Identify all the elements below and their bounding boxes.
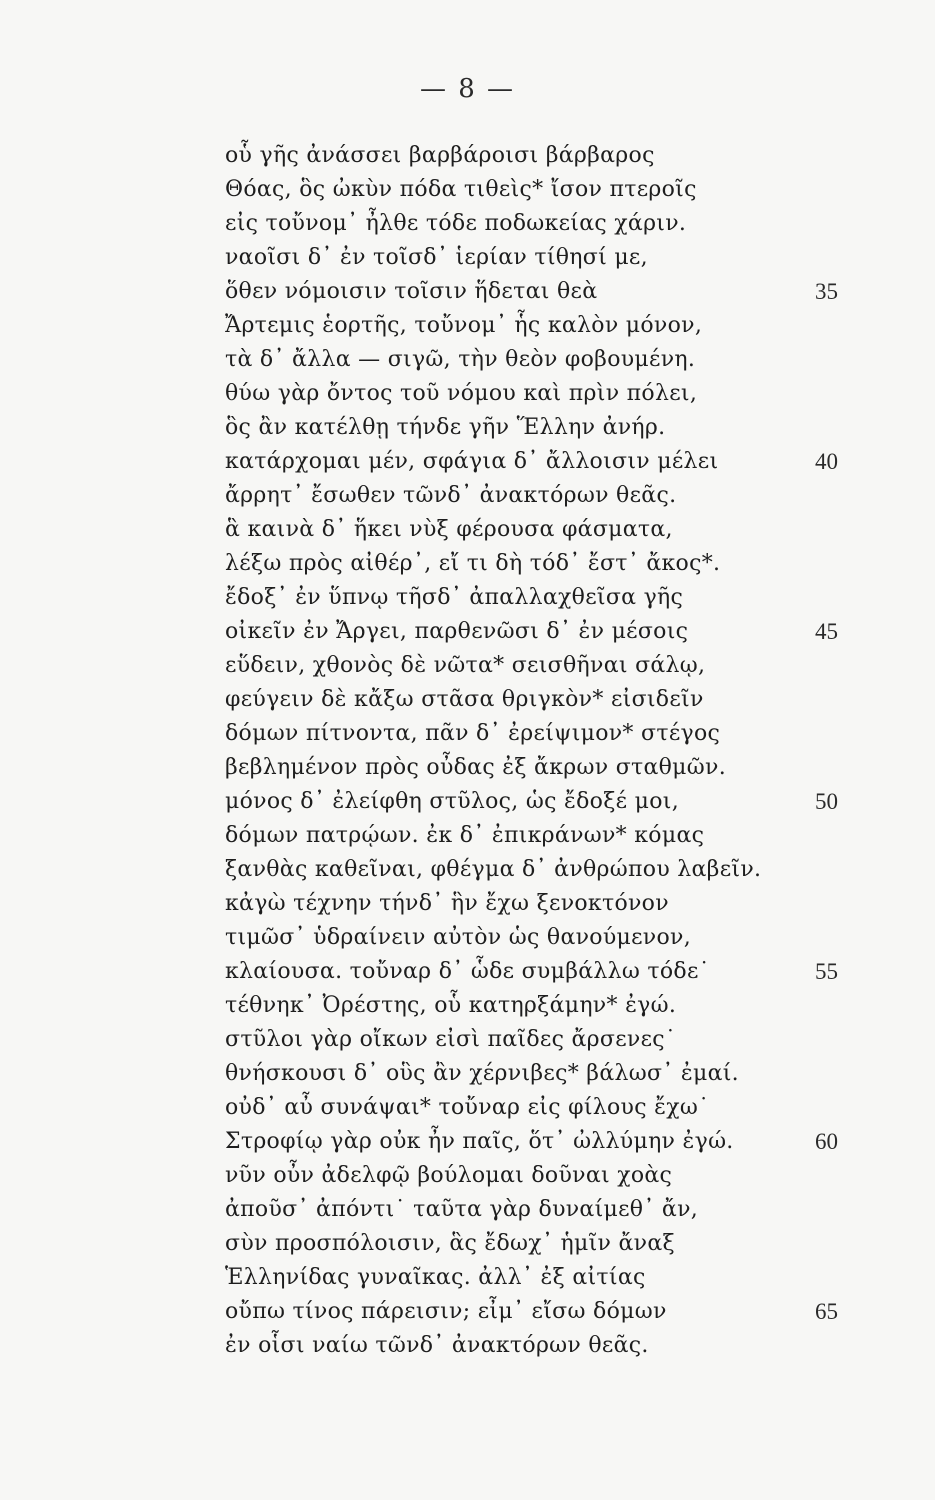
- verse-line: φεύγειν δὲ κἄξω στᾶσα θριγκὸν* εἰσιδεῖν: [225, 687, 704, 712]
- verse-line: Ἄρτεμις ἑορτῆς, τοὔνομ᾽ ἧς καλὸν μόνον,: [225, 313, 703, 338]
- verse-line: ἔδοξ᾽ ἐν ὕπνῳ τῆσδ᾽ ἀπαλλαχθεῖσα γῆς: [225, 585, 684, 610]
- line-number: 50: [815, 789, 838, 814]
- verse-line: κλαίουσα. τοὔναρ δ᾽ ὧδε συμβάλλω τόδε˙: [225, 959, 710, 984]
- verse-line: δόμων πίτνοντα, πᾶν δ᾽ ἐρείψιμον* στέγος: [225, 721, 721, 746]
- verse-line: θύω γὰρ ὄντος τοῦ νόμου καὶ πρὶν πόλει,: [225, 381, 698, 406]
- line-number: 35: [815, 279, 838, 304]
- verse-line: κατάρχομαι μέν, σφάγια δ᾽ ἄλλοισιν μέλει: [225, 449, 719, 474]
- verse-line: εὕδειν, χθονὸς δὲ νῶτα* σεισθῆναι σάλῳ,: [225, 653, 706, 678]
- verse-line: βεβλημένον πρὸς οὖδας ἐξ ἄκρων σταθμῶν.: [225, 755, 726, 780]
- verse-line: Στροφίῳ γὰρ οὐκ ἦν παῖς, ὅτ᾽ ὠλλύμην ἐγώ.: [225, 1129, 734, 1154]
- verse-line: ἀποῦσ᾽ ἀπόντι˙ ταῦτα γὰρ δυναίμεθ᾽ ἄν,: [225, 1197, 699, 1222]
- verse-line: σὺν προσπόλοισιν, ἃς ἔδωχ᾽ ἡμῖν ἄναξ: [225, 1231, 675, 1256]
- verse-line: Ἑλληνίδας γυναῖκας. ἀλλ᾽ ἐξ αἰτίας: [225, 1265, 646, 1290]
- line-number: 45: [815, 619, 838, 644]
- verse-line: Θόας, ὃς ὠκὺν πόδα τιθεὶς* ἴσον πτεροῖς: [225, 177, 697, 202]
- verse-line: τιμῶσ᾽ ὑδραίνειν αὐτὸν ὡς θανούμενον,: [225, 925, 691, 950]
- verse-block: [225, 139, 785, 1363]
- verse-line: τέθνηκ᾽ Ὀρέστης, οὗ κατηρξάμην* ἐγώ.: [225, 993, 677, 1018]
- verse-line: τὰ δ᾽ ἄλλα — σιγῶ, τὴν θεὸν φοβουμένη.: [225, 347, 696, 372]
- verse-line: ξανθὰς καθεῖναι, φθέγμα δ᾽ ἀνθρώπου λαβεῖν.: [225, 857, 762, 882]
- verse-line: ἃ καινὰ δ᾽ ἥκει νὺξ φέρουσα φάσματα,: [225, 517, 673, 542]
- line-number: 65: [815, 1299, 838, 1324]
- verse-line: νῦν οὖν ἀδελφῷ βούλομαι δοῦναι χοὰς: [225, 1163, 673, 1188]
- verse-line: ἐν οἷσι ναίω τῶνδ᾽ ἀνακτόρων θεᾶς.: [225, 1333, 649, 1358]
- line-number: 60: [815, 1129, 838, 1154]
- line-number: 55: [815, 959, 838, 984]
- verse-line: θνήσκουσι δ᾽ οὓς ἂν χέρνιβες* βάλωσ᾽ ἐμαί.: [225, 1061, 739, 1086]
- verse-line: εἰς τοὔνομ᾽ ἦλθε τόδε ποδωκείας χάριν.: [225, 211, 687, 236]
- verse-line: οἰκεῖν ἐν Ἄργει, παρθενῶσι δ᾽ ἐν μέσοις: [225, 619, 689, 644]
- verse-line: ναοῖσι δ᾽ ἐν τοῖσδ᾽ ἱερίαν τίθησί με,: [225, 245, 648, 270]
- verse-line: στῦλοι γὰρ οἴκων εἰσὶ παῖδες ἄρσενες˙: [225, 1027, 677, 1052]
- verse-line: ἄρρητ᾽ ἔσωθεν τῶνδ᾽ ἀνακτόρων θεᾶς.: [225, 483, 677, 508]
- page-number: — 8 —: [419, 74, 516, 104]
- line-number: 40: [815, 449, 838, 474]
- verse-line: οὗ γῆς ἀνάσσει βαρβάροισι βάρβαρος: [225, 143, 655, 168]
- verse-line: μόνος δ᾽ ἐλείφθη στῦλος, ὡς ἔδοξέ μοι,: [225, 789, 679, 814]
- verse-line: ὃς ἂν κατέλθῃ τήνδε γῆν Ἕλλην ἀνήρ.: [225, 415, 666, 440]
- verse-line: λέξω πρὸς αἰθέρ᾽, εἴ τι δὴ τόδ᾽ ἔστ᾽ ἄκος*.: [225, 551, 721, 576]
- line-number-column: [790, 0, 860, 1500]
- verse-line: κἀγὼ τέχνην τήνδ᾽ ἣν ἔχω ξενοκτόνον: [225, 891, 669, 916]
- verse-line: ὅθεν νόμοισιν τοῖσιν ἥδεται θεὰ: [225, 279, 598, 304]
- verse-line: οὐδ᾽ αὖ συνάψαι* τοὔναρ εἰς φίλους ἔχω˙: [225, 1095, 710, 1120]
- verse-line: οὔπω τίνος πάρεισιν; εἶμ᾽ εἴσω δόμων: [225, 1299, 667, 1324]
- verse-line: δόμων πατρῴων. ἐκ δ᾽ ἐπικράνων* κόμας: [225, 823, 705, 848]
